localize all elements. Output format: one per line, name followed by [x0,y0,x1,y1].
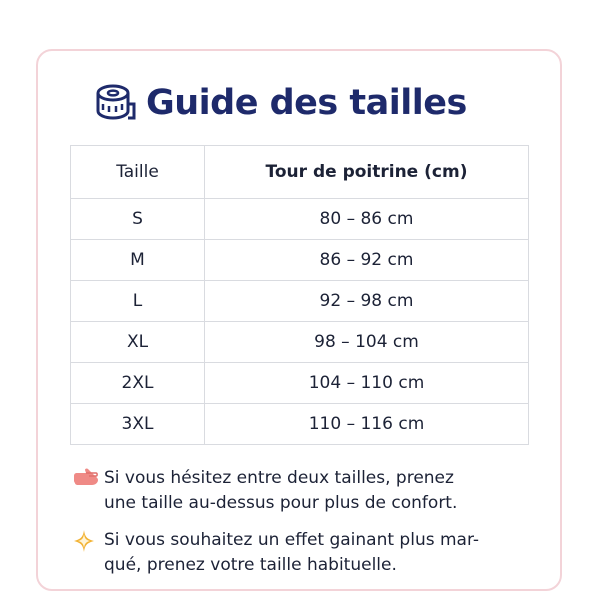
table-row [71,404,529,445]
table-row [71,281,529,322]
size-cell: XL [71,322,205,363]
chest-cell: 80 – 86 cm [205,199,529,240]
table-row [71,322,529,363]
size-cell: 3XL [71,404,205,445]
size-cell: L [71,281,205,322]
table-row [71,240,529,281]
column-header-size: Taille [71,146,205,199]
table-header-row [71,146,529,199]
chest-cell: 104 – 110 cm [205,363,529,404]
page-title: Guide des tailles [146,83,467,123]
pointing-hand-icon [72,467,100,491]
size-cell: M [71,240,205,281]
tip-text [104,466,457,516]
tips-list [72,466,542,590]
column-header-chest: Tour de poitrine (cm) [205,146,529,199]
chest-cell: 86 – 92 cm [205,240,529,281]
tip-item [72,528,542,578]
size-table [70,145,529,445]
table-row [71,363,529,404]
tip-line: Si vous souhaitez un effet gainant plus mar- [104,530,479,550]
size-cell: 2XL [71,363,205,404]
chest-cell: 92 – 98 cm [205,281,529,322]
tip-line: une taille au-dessus pour plus de confort. [104,493,458,513]
tip-text [104,528,479,578]
tip-line: qué, prenez votre taille habituelle. [104,555,397,575]
title-row [94,80,467,126]
size-cell: S [71,199,205,240]
chest-cell: 110 – 116 cm [205,404,529,445]
measuring-tape-icon [94,82,136,124]
chest-cell: 98 – 104 cm [205,322,529,363]
sparkle-icon [72,529,100,553]
table-row [71,199,529,240]
tip-line: Si vous hésitez entre deux tailles, prenez [104,468,454,488]
tip-item [72,466,542,516]
